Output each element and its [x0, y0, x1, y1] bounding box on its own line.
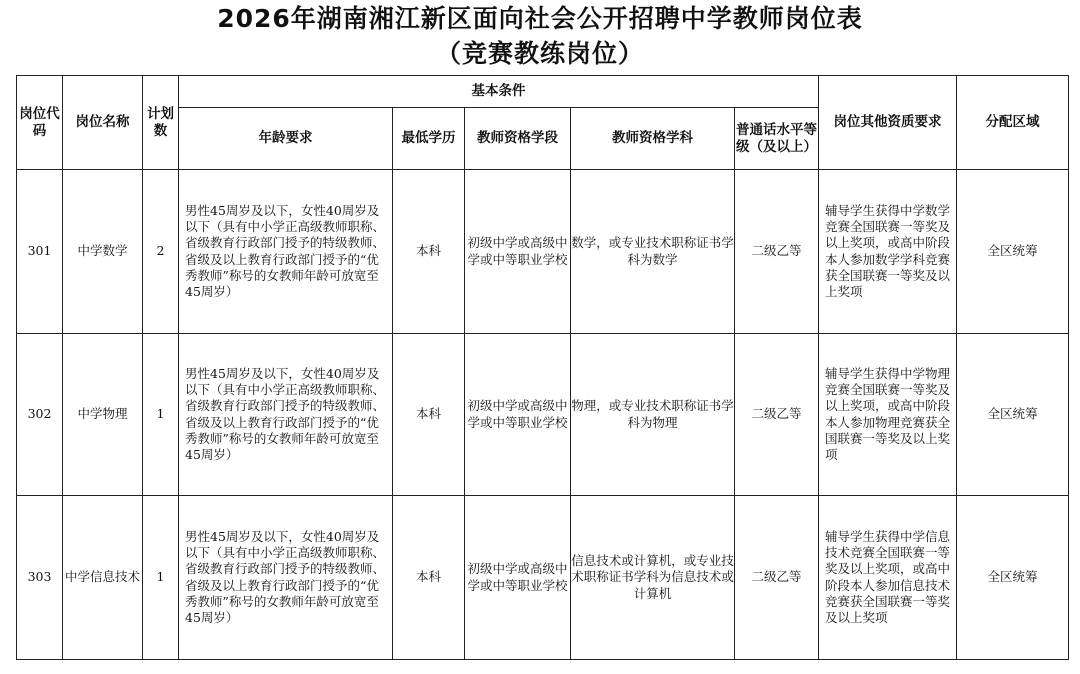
header-basic: 基本条件 [179, 76, 819, 108]
cell-count: 2 [143, 170, 179, 334]
cell-age: 男性45周岁及以下，女性40周岁及以下（具有中小学正高级教师职称、省级教育行政部门授予的特级教师、省级及以上教育行政部门授予的“优秀教师”称号的女教师年龄可放宽至45周岁） [179, 170, 393, 334]
cell-region: 全区统筹 [957, 334, 1069, 496]
header-count: 计划数 [143, 76, 179, 170]
cell-edu: 本科 [393, 496, 465, 660]
cell-count: 1 [143, 496, 179, 660]
cell-other: 辅导学生获得中学数学竞赛全国联赛一等奖及以上奖项，或高中阶段本人参加数学学科竞赛获全国联赛一等奖及以上奖项 [819, 170, 957, 334]
page-subtitle: （竞赛教练岗位） [435, 39, 644, 68]
cell-mandarin: 二级乙等 [735, 496, 819, 660]
header-age: 年龄要求 [179, 108, 393, 170]
cell-edu: 本科 [393, 170, 465, 334]
cell-cert-stage: 初级中学或高级中学或中等职业学校 [465, 334, 571, 496]
cell-edu: 本科 [393, 334, 465, 496]
header-name: 岗位名称 [63, 76, 143, 170]
header-mandarin: 普通话水平等级（及以上） [735, 108, 819, 170]
cell-cert-subject: 数学，或专业技术职称证书学科为数学 [571, 170, 735, 334]
cell-name: 中学信息技术 [63, 496, 143, 660]
header-code: 岗位代码 [17, 76, 63, 170]
cell-name: 中学物理 [63, 334, 143, 496]
cell-cert-stage: 初级中学或高级中学或中等职业学校 [465, 496, 571, 660]
header-edu: 最低学历 [393, 108, 465, 170]
cell-region: 全区统筹 [957, 170, 1069, 334]
table-row [17, 496, 1069, 660]
header-other: 岗位其他资质要求 [819, 76, 957, 170]
cell-mandarin: 二级乙等 [735, 170, 819, 334]
cell-name: 中学数学 [63, 170, 143, 334]
cell-count: 1 [143, 334, 179, 496]
cell-other: 辅导学生获得中学物理竞赛全国联赛一等奖及以上奖项，或高中阶段本人参加物理竞赛获全国联赛一等奖及以上奖项 [819, 334, 957, 496]
cell-mandarin: 二级乙等 [735, 334, 819, 496]
header-region: 分配区域 [957, 76, 1069, 170]
cell-code: 303 [17, 496, 63, 660]
cell-code: 302 [17, 334, 63, 496]
cell-other: 辅导学生获得中学信息技术竞赛全国联赛一等奖及以上奖项，或高中阶段本人参加信息技术竞赛获全国联赛一等奖及以上奖项 [819, 496, 957, 660]
cell-cert-stage: 初级中学或高级中学或中等职业学校 [465, 170, 571, 334]
cell-region: 全区统筹 [957, 496, 1069, 660]
job-table [16, 75, 1069, 660]
header-cert-subject: 教师资格学科 [571, 108, 735, 170]
cell-cert-subject: 物理，或专业技术职称证书学科为物理 [571, 334, 735, 496]
page-title: 2026年湖南湘江新区面向社会公开招聘中学教师岗位表 [217, 4, 863, 33]
cell-code: 301 [17, 170, 63, 334]
table-row [17, 334, 1069, 496]
table-row [17, 170, 1069, 334]
cell-age: 男性45周岁及以下，女性40周岁及以下（具有中小学正高级教师职称、省级教育行政部门授予的特级教师、省级及以上教育行政部门授予的“优秀教师”称号的女教师年龄可放宽至45周岁） [179, 334, 393, 496]
cell-age: 男性45周岁及以下，女性40周岁及以下（具有中小学正高级教师职称、省级教育行政部门授予的特级教师、省级及以上教育行政部门授予的“优秀教师”称号的女教师年龄可放宽至45周岁） [179, 496, 393, 660]
cell-cert-subject: 信息技术或计算机，或专业技术职称证书学科为信息技术或计算机 [571, 496, 735, 660]
header-cert-stage: 教师资格学段 [465, 108, 571, 170]
